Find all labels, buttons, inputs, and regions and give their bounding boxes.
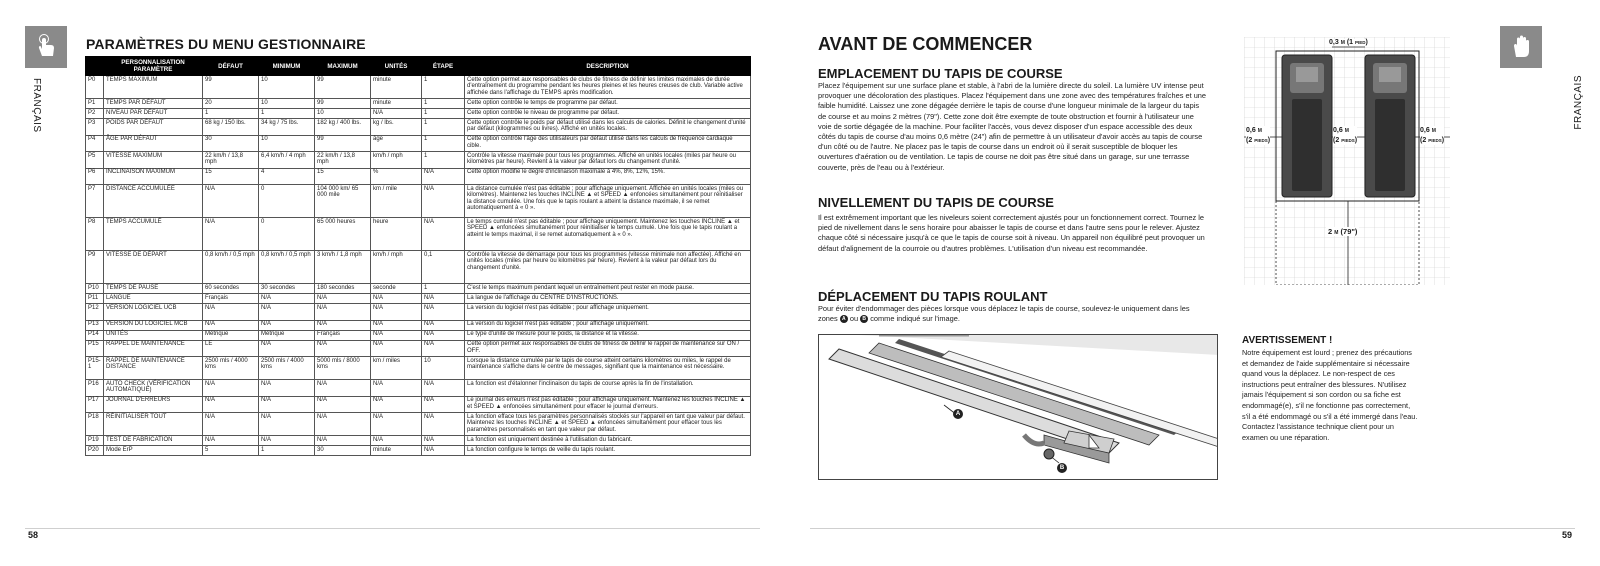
row-maximum: N/A <box>315 396 371 413</box>
row-description: La version du logiciel n'est pas éditable ; pour affichage uniquement. <box>465 304 751 321</box>
row-parameter: VITESSE DE DÉPART <box>104 251 203 284</box>
placement-heading: EMPLACEMENT DU TAPIS DE COURSE <box>818 66 1063 81</box>
row-description: Cette option contrôle le poids par défaut utilisé dans les calculs de calories. Définit le changement d'unité par défaut (kilogrammes ou livres). Affiché en unités locales. <box>465 119 751 136</box>
row-minimum: 30 secondes <box>259 284 315 294</box>
row-step: 1 <box>422 152 465 169</box>
row-default: LE <box>203 340 259 357</box>
row-minimum: 4 <box>259 168 315 185</box>
row-parameter: VITESSE MAXIMUM <box>104 152 203 169</box>
row-code: P10 <box>86 284 104 294</box>
row-step: N/A <box>422 185 465 218</box>
row-minimum: 1 <box>259 446 315 456</box>
page-number: 59 <box>1562 530 1573 540</box>
row-step: N/A <box>422 413 465 436</box>
left-page <box>0 0 790 566</box>
row-step: 0,1 <box>422 251 465 284</box>
row-default: 5 <box>203 446 259 456</box>
row-minimum: 0 <box>259 218 315 251</box>
warning-heading: AVERTISSEMENT ! <box>1242 335 1333 346</box>
row-minimum: 10 <box>259 76 315 99</box>
row-units: N/A <box>371 330 422 340</box>
row-description: Contrôle la vitesse maximale pour tous les programmes. Affiché en unités locales (miles par heure ou kilomètres par heure). Revient à la valeur par défaut lors du changement d'unité. <box>465 152 751 169</box>
footer-divider <box>810 528 1575 529</box>
row-step: N/A <box>422 380 465 397</box>
row-maximum: 99 <box>315 76 371 99</box>
row-maximum: N/A <box>315 413 371 436</box>
row-default: 0,8 km/h / 0,5 mph <box>203 251 259 284</box>
row-parameter: VERSION LOGICIEL UCB <box>104 304 203 321</box>
row-default: N/A <box>203 185 259 218</box>
row-default: 68 kg / 150 lbs. <box>203 119 259 136</box>
row-maximum: N/A <box>315 294 371 304</box>
row-units: heure <box>371 218 422 251</box>
row-parameter: AUTO CHECK (VÉRIFICATION AUTOMATIQUE) <box>104 380 203 397</box>
row-minimum: 10 <box>259 135 315 152</box>
image-zone-b: B <box>1057 463 1067 473</box>
row-minimum: 6,4 km/h / 4 mph <box>259 152 315 169</box>
row-units: N/A <box>371 304 422 321</box>
row-maximum: N/A <box>315 436 371 446</box>
row-default: Français <box>203 294 259 304</box>
row-step: 1 <box>422 119 465 136</box>
row-description: Le journal des erreurs n'est pas éditable ; pour affichage uniquement. Maintenez les touches INCLINE ▲ et SPEED ▲ enfoncées simultanément pour effacer le journal d'erreurs. <box>465 396 751 413</box>
row-parameter: INCLINAISON MAXIMUM <box>104 168 203 185</box>
row-minimum: N/A <box>259 436 315 446</box>
row-maximum: N/A <box>315 320 371 330</box>
table-row <box>86 76 751 99</box>
row-minimum: 1 <box>259 109 315 119</box>
row-code: P20 <box>86 446 104 456</box>
row-units: N/A <box>371 340 422 357</box>
header-units: UNITÉS <box>371 57 422 76</box>
row-description: La fonction configure le temps de veille du tapis roulant. <box>465 446 751 456</box>
row-step: 10 <box>422 357 465 380</box>
page-number: 58 <box>28 530 39 540</box>
row-parameter: RAPPEL DE MAINTENANCE <box>104 340 203 357</box>
row-description: La fonction est uniquement destinée à l'utilisation du fabricant. <box>465 436 751 446</box>
treadmill-lift-illustration <box>819 335 1218 480</box>
footer-divider <box>25 528 760 529</box>
row-code: P2 <box>86 109 104 119</box>
row-code: P3 <box>86 119 104 136</box>
row-description: Cette option permet aux responsables de clubs de fitness de définir les limites maximales de durée d'entraînement du programme pendant les heures pleines et les heures creuses de club. Variable active affichée dans l'affichage du TEMPS après modification. <box>465 76 751 99</box>
row-step: N/A <box>422 304 465 321</box>
row-maximum: 22 km/h / 13,8 mph <box>315 152 371 169</box>
right-page <box>810 0 1600 566</box>
hand-stop-icon <box>1506 32 1536 62</box>
row-parameter: TEMPS ACCUMULÉ <box>104 218 203 251</box>
table-row <box>86 109 751 119</box>
row-parameter: JOURNAL D'ERREURS <box>104 396 203 413</box>
row-parameter: RAPPEL DE MAINTENANCE DISTANCE <box>104 357 203 380</box>
row-minimum: N/A <box>259 380 315 397</box>
row-parameter: DISTANCE ACCUMULÉE <box>104 185 203 218</box>
row-minimum: N/A <box>259 413 315 436</box>
row-maximum: N/A <box>315 380 371 397</box>
row-description: Le temps cumulé n'est pas éditable ; pour affichage uniquement. Maintenez les touches INCLINE ▲ et SPEED ▲ enfoncées simultanément pour réinitialiser le temps cumulé. Une fois que le tapis roulant a atteint le temps maximal, il se remet automatiquement à « 0 ». <box>465 218 751 251</box>
row-default: Métrique <box>203 330 259 340</box>
table-body <box>86 76 751 456</box>
manager-parameters-table <box>85 56 751 456</box>
row-units: km/h / mph <box>371 152 422 169</box>
row-units: minute <box>371 76 422 99</box>
row-code: P18 <box>86 413 104 436</box>
row-default: N/A <box>203 218 259 251</box>
rear-clearance-label: 2 M (79") <box>1328 227 1358 236</box>
row-maximum: 5000 mls / 8000 kms <box>315 357 371 380</box>
table-row <box>86 330 751 340</box>
header-parameter: PERSONNALISATION PARAMÈTRE <box>104 57 203 76</box>
row-minimum: 2500 mls / 4000 kms <box>259 357 315 380</box>
row-parameter: ÂGE PAR DÉFAUT <box>104 135 203 152</box>
zone-a-marker: A <box>840 315 848 323</box>
row-minimum: 10 <box>259 99 315 109</box>
row-code: P0 <box>86 76 104 99</box>
row-code: P8 <box>86 218 104 251</box>
left-side-clearance-label: 0,6 M (2 PIEDS) <box>1246 127 1271 144</box>
table-row <box>86 135 751 152</box>
table-row <box>86 340 751 357</box>
row-code: P14 <box>86 330 104 340</box>
top-clearance-label: 0,3 M (1 PIED) <box>1329 39 1368 46</box>
row-description: La fonction est d'étalonner l'inclinaison du tapis de course après la fin de l'installation. <box>465 380 751 397</box>
row-default: N/A <box>203 413 259 436</box>
row-code: P17 <box>86 396 104 413</box>
row-default: N/A <box>203 320 259 330</box>
row-units: km / miles <box>371 357 422 380</box>
row-units: km/h / mph <box>371 251 422 284</box>
row-maximum: 30 <box>315 446 371 456</box>
row-units: minute <box>371 99 422 109</box>
row-step: N/A <box>422 330 465 340</box>
row-parameter: UNITÉS <box>104 330 203 340</box>
row-units: minute <box>371 446 422 456</box>
row-step: N/A <box>422 436 465 446</box>
row-code: P4 <box>86 135 104 152</box>
row-code: P15 <box>86 340 104 357</box>
row-maximum: Français <box>315 330 371 340</box>
row-maximum: N/A <box>315 340 371 357</box>
row-description: La version du logiciel n'est pas éditable ; pour affichage uniquement. <box>465 320 751 330</box>
row-units: N/A <box>371 396 422 413</box>
row-code: P7 <box>86 185 104 218</box>
row-default: 99 <box>203 76 259 99</box>
table-row <box>86 446 751 456</box>
row-maximum: 3 km/h / 1,8 mph <box>315 251 371 284</box>
row-code: P6 <box>86 168 104 185</box>
row-step: 1 <box>422 76 465 99</box>
table-row <box>86 218 751 251</box>
hand-touch-icon <box>31 32 61 62</box>
row-code: P9 <box>86 251 104 284</box>
center-clearance-label: 0,6 M (2 PIEDS) <box>1333 127 1358 144</box>
row-maximum: 180 secondes <box>315 284 371 294</box>
moving-text-mid: ou <box>849 314 859 324</box>
table-row <box>86 294 751 304</box>
row-code: P12 <box>86 304 104 321</box>
header-maximum: MAXIMUM <box>315 57 371 76</box>
row-default: 60 secondes <box>203 284 259 294</box>
row-step: 1 <box>422 99 465 109</box>
row-parameter: LANGUE <box>104 294 203 304</box>
clearance-diagram <box>1244 37 1450 285</box>
row-units: âge <box>371 135 422 152</box>
row-step: 1 <box>422 135 465 152</box>
header-description: DESCRIPTION <box>465 57 751 76</box>
row-parameter: TEMPS PAR DÉFAUT <box>104 99 203 109</box>
row-units: km / mile <box>371 185 422 218</box>
header-step: ÉTAPE <box>422 57 465 76</box>
row-maximum: 99 <box>315 99 371 109</box>
row-minimum: N/A <box>259 304 315 321</box>
row-parameter: VERSION DU LOGICIEL MCB <box>104 320 203 330</box>
warning-text: Notre équipement est lourd ; prenez des précautions et demandez de l'aide supplémentaire si nécessaire quand vous la déplacez. Le non-respect de ces instructions peut entraîner des blessures. N'utilisez jamais l'équipement si son cordon ou sa fiche est endommagé(e), s'il ne fonctionne pas correctement, s'il a été endommagé ou s'il a été immergé dans l'eau. Contactez l'assistance technique client pour un examen ou une réparation. <box>1242 348 1418 442</box>
row-step: N/A <box>422 294 465 304</box>
row-minimum: N/A <box>259 294 315 304</box>
row-code: P19 <box>86 436 104 446</box>
row-step: N/A <box>422 446 465 456</box>
table-row <box>86 396 751 413</box>
row-step: N/A <box>422 340 465 357</box>
moving-text <box>818 304 1208 324</box>
image-zone-a: A <box>953 409 963 419</box>
table-row <box>86 284 751 294</box>
row-maximum: 104 000 km/ 65 000 mile <box>315 185 371 218</box>
row-default: N/A <box>203 304 259 321</box>
row-description: La fonction efface tous les paramètres personnalisés stockés sur l'appareil en tant que valeur par défaut. Maintenez les touches INCLINE ▲ et SPEED ▲ enfoncées simultanément pour effacer tous les paramètres personnalisés en tant que valeur par défaut. <box>465 413 751 436</box>
table-row <box>86 380 751 397</box>
table-row <box>86 436 751 446</box>
row-code: P5 <box>86 152 104 169</box>
row-default: 30 <box>203 135 259 152</box>
row-maximum: 99 <box>315 135 371 152</box>
row-code: P16 <box>86 380 104 397</box>
row-code: P13 <box>86 320 104 330</box>
row-default: 15 <box>203 168 259 185</box>
row-step: 1 <box>422 109 465 119</box>
row-parameter: TEST DE FABRICATION <box>104 436 203 446</box>
row-default: 22 km/h / 13,8 mph <box>203 152 259 169</box>
row-maximum: 10 <box>315 109 371 119</box>
language-label: FRANÇAIS <box>31 78 42 133</box>
treadmill-lift-image <box>818 334 1218 480</box>
row-units: seconde <box>371 284 422 294</box>
row-code: P11 <box>86 294 104 304</box>
table-header-row <box>86 57 751 76</box>
row-minimum: 0,8 km/h / 0,5 mph <box>259 251 315 284</box>
table-row <box>86 185 751 218</box>
row-units: kg / lbs. <box>371 119 422 136</box>
table-row <box>86 99 751 109</box>
row-step: N/A <box>422 396 465 413</box>
table-row <box>86 152 751 169</box>
table-row <box>86 320 751 330</box>
row-description: Contrôle la vitesse de démarrage pour tous les programmes (vitesse minimale non affectée). Affiché en unités locales (miles par heure ou kilomètres par heure). Revient à la valeur par défaut lors du changement d'unité. <box>465 251 751 284</box>
leveling-heading: NIVELLEMENT DU TAPIS DE COURSE <box>818 195 1054 210</box>
row-code: P1 <box>86 99 104 109</box>
row-default: 2500 mls / 4000 kms <box>203 357 259 380</box>
row-units: N/A <box>371 320 422 330</box>
table-row <box>86 251 751 284</box>
header-minimum: MINIMUM <box>259 57 315 76</box>
tab-icon-hand-stop <box>1500 26 1542 68</box>
row-minimum: Métrique <box>259 330 315 340</box>
row-parameter: TEMPS MAXIMUM <box>104 76 203 99</box>
language-label: FRANÇAIS <box>1573 75 1584 130</box>
moving-heading: DÉPLACEMENT DU TAPIS ROULANT <box>818 289 1048 304</box>
row-maximum: 65 000 heures <box>315 218 371 251</box>
row-step: N/A <box>422 320 465 330</box>
row-description: La distance cumulée n'est pas éditable ; pour affichage uniquement. Affichée en unités locales (miles ou kilomètres). Maintenez les touches INCLINE ▲ et SPEED ▲ enfoncées simultanément pour réinitialiser la distance cumulée. Une fois que le tapis roulant a atteint la distance maximale, il se remet automatiquement à « 0 ». <box>465 185 751 218</box>
clearance-grid <box>1244 37 1450 285</box>
row-minimum: N/A <box>259 320 315 330</box>
row-maximum: 15 <box>315 168 371 185</box>
row-default: N/A <box>203 436 259 446</box>
row-step: N/A <box>422 218 465 251</box>
right-side-clearance-label: 0,6 M (2 PIEDS) <box>1420 127 1445 144</box>
row-units: N/A <box>371 294 422 304</box>
row-minimum: 34 kg / 75 lbs. <box>259 119 315 136</box>
leveling-text: Il est extrêmement important que les niveleurs soient correctement ajustés pour un fonctionnement correct. Tournez le pied de nivellement dans le sens horaire pour abaisser le tapis de course et dans l'autre sens pour le relever. Ajustez chaque côté si nécessaire jusqu'à ce que le tapis de course soit à niveau. Un appareil non équilibré peut provoquer un défaut d'alignement de la courroie ou d'autres problèmes. L'utilisation d'un niveau est recommandée. <box>818 213 1205 253</box>
row-step: 1 <box>422 284 465 294</box>
row-description: Lorsque la distance cumulée par le tapis de course atteint certains kilomètres ou miles, le rappel de maintenance s'affiche dans le centre de messages, signifiant que la maintenance est nécessaire. <box>465 357 751 380</box>
row-description: Cette option contrôle le niveau de programme par défaut. <box>465 109 751 119</box>
table-row <box>86 357 751 380</box>
row-default: N/A <box>203 380 259 397</box>
moving-text-after: comme indiqué sur l'image. <box>870 314 960 324</box>
row-units: N/A <box>371 413 422 436</box>
row-minimum: 0 <box>259 185 315 218</box>
header-code <box>86 57 104 76</box>
row-code: P15-1 <box>86 357 104 380</box>
moving-text-before: Pour éviter d'endommager des pièces lorsque vous déplacez le tapis de course, soulevez-le uniquement dans les zones <box>818 304 1190 324</box>
tab-icon-hand-touch <box>25 26 67 68</box>
row-parameter: TEMPS DE PAUSE <box>104 284 203 294</box>
row-units: N/A <box>371 380 422 397</box>
row-units: N/A <box>371 109 422 119</box>
row-description: C'est le temps maximum pendant lequel un entraînement peut rester en mode pause. <box>465 284 751 294</box>
table-row <box>86 304 751 321</box>
row-default: N/A <box>203 396 259 413</box>
table-row <box>86 119 751 136</box>
row-maximum: N/A <box>315 304 371 321</box>
row-maximum: 182 kg / 400 lbs. <box>315 119 371 136</box>
row-description: Le type d'unité de mesure pour le poids, la distance et la vitesse. <box>465 330 751 340</box>
row-units: % <box>371 168 422 185</box>
row-description: Cette option contrôle l'âge des utilisateurs par défaut utilisé dans les calculs de fréquence cardiaque cible. <box>465 135 751 152</box>
zone-b-marker: B <box>860 315 868 323</box>
row-description: La langue de l'affichage du CENTRE D'INSTRUCTIONS. <box>465 294 751 304</box>
row-parameter: NIVEAU PAR DÉFAUT <box>104 109 203 119</box>
row-parameter: RÉINITIALISER TOUT <box>104 413 203 436</box>
row-step: N/A <box>422 168 465 185</box>
row-default: 20 <box>203 99 259 109</box>
row-parameter: Mode ErP <box>104 446 203 456</box>
row-units: N/A <box>371 436 422 446</box>
header-default: DÉFAUT <box>203 57 259 76</box>
row-minimum: N/A <box>259 340 315 357</box>
row-description: Cette option modifie le degré d'inclinaison maximale à 4%, 8%, 12%, 15%. <box>465 168 751 185</box>
placement-text: Placez l'équipement sur une surface plane et stable, à l'abri de la lumière directe du soleil. La lumière UV intense peut provoquer une décoloration des plastiques. Placez l'équipement dans une zone avec des températures fraîches et une faible humidité. Laissez une zone dégagée derrière le tapis de course d'une longueur minimale de la largeur du tapis de course et au moins 2 mètres (79"). Cette zone doit être exempte de toute obstruction et fournir à l'utilisateur une voie de sortie dégagée de la machine. Pour faciliter l'accès, vous devez disposer d'un espace accessible des deux côtés du tapis de course d'au moins 0,6 mètre (24") afin de permettre à un utilisateur d'avoir accès au tapis de course d'un côté ou de l'autre. Ne placez pas le tapis de course dans un endroit où il serait susceptible de bloquer les ouvertures d'aération ou de ventilation. Le tapis de course ne doit pas être situé dans un garage, sur une terrasse couverte, près de l'eau ou à l'extérieur. <box>818 81 1207 172</box>
row-description: Cette option contrôle le temps de programme par défaut. <box>465 99 751 109</box>
row-parameter: POIDS PAR DÉFAUT <box>104 119 203 136</box>
table-row <box>86 168 751 185</box>
page-title: AVANT DE COMMENCER <box>818 34 1033 54</box>
table-row <box>86 413 751 436</box>
row-description: Cette option permet aux responsables de clubs de fitness de définir le rappel de maintenance sur ON / OFF. <box>465 340 751 357</box>
row-default: 1 <box>203 109 259 119</box>
row-minimum: N/A <box>259 396 315 413</box>
page-title: PARAMÈTRES DU MENU GESTIONNAIRE <box>86 36 366 52</box>
